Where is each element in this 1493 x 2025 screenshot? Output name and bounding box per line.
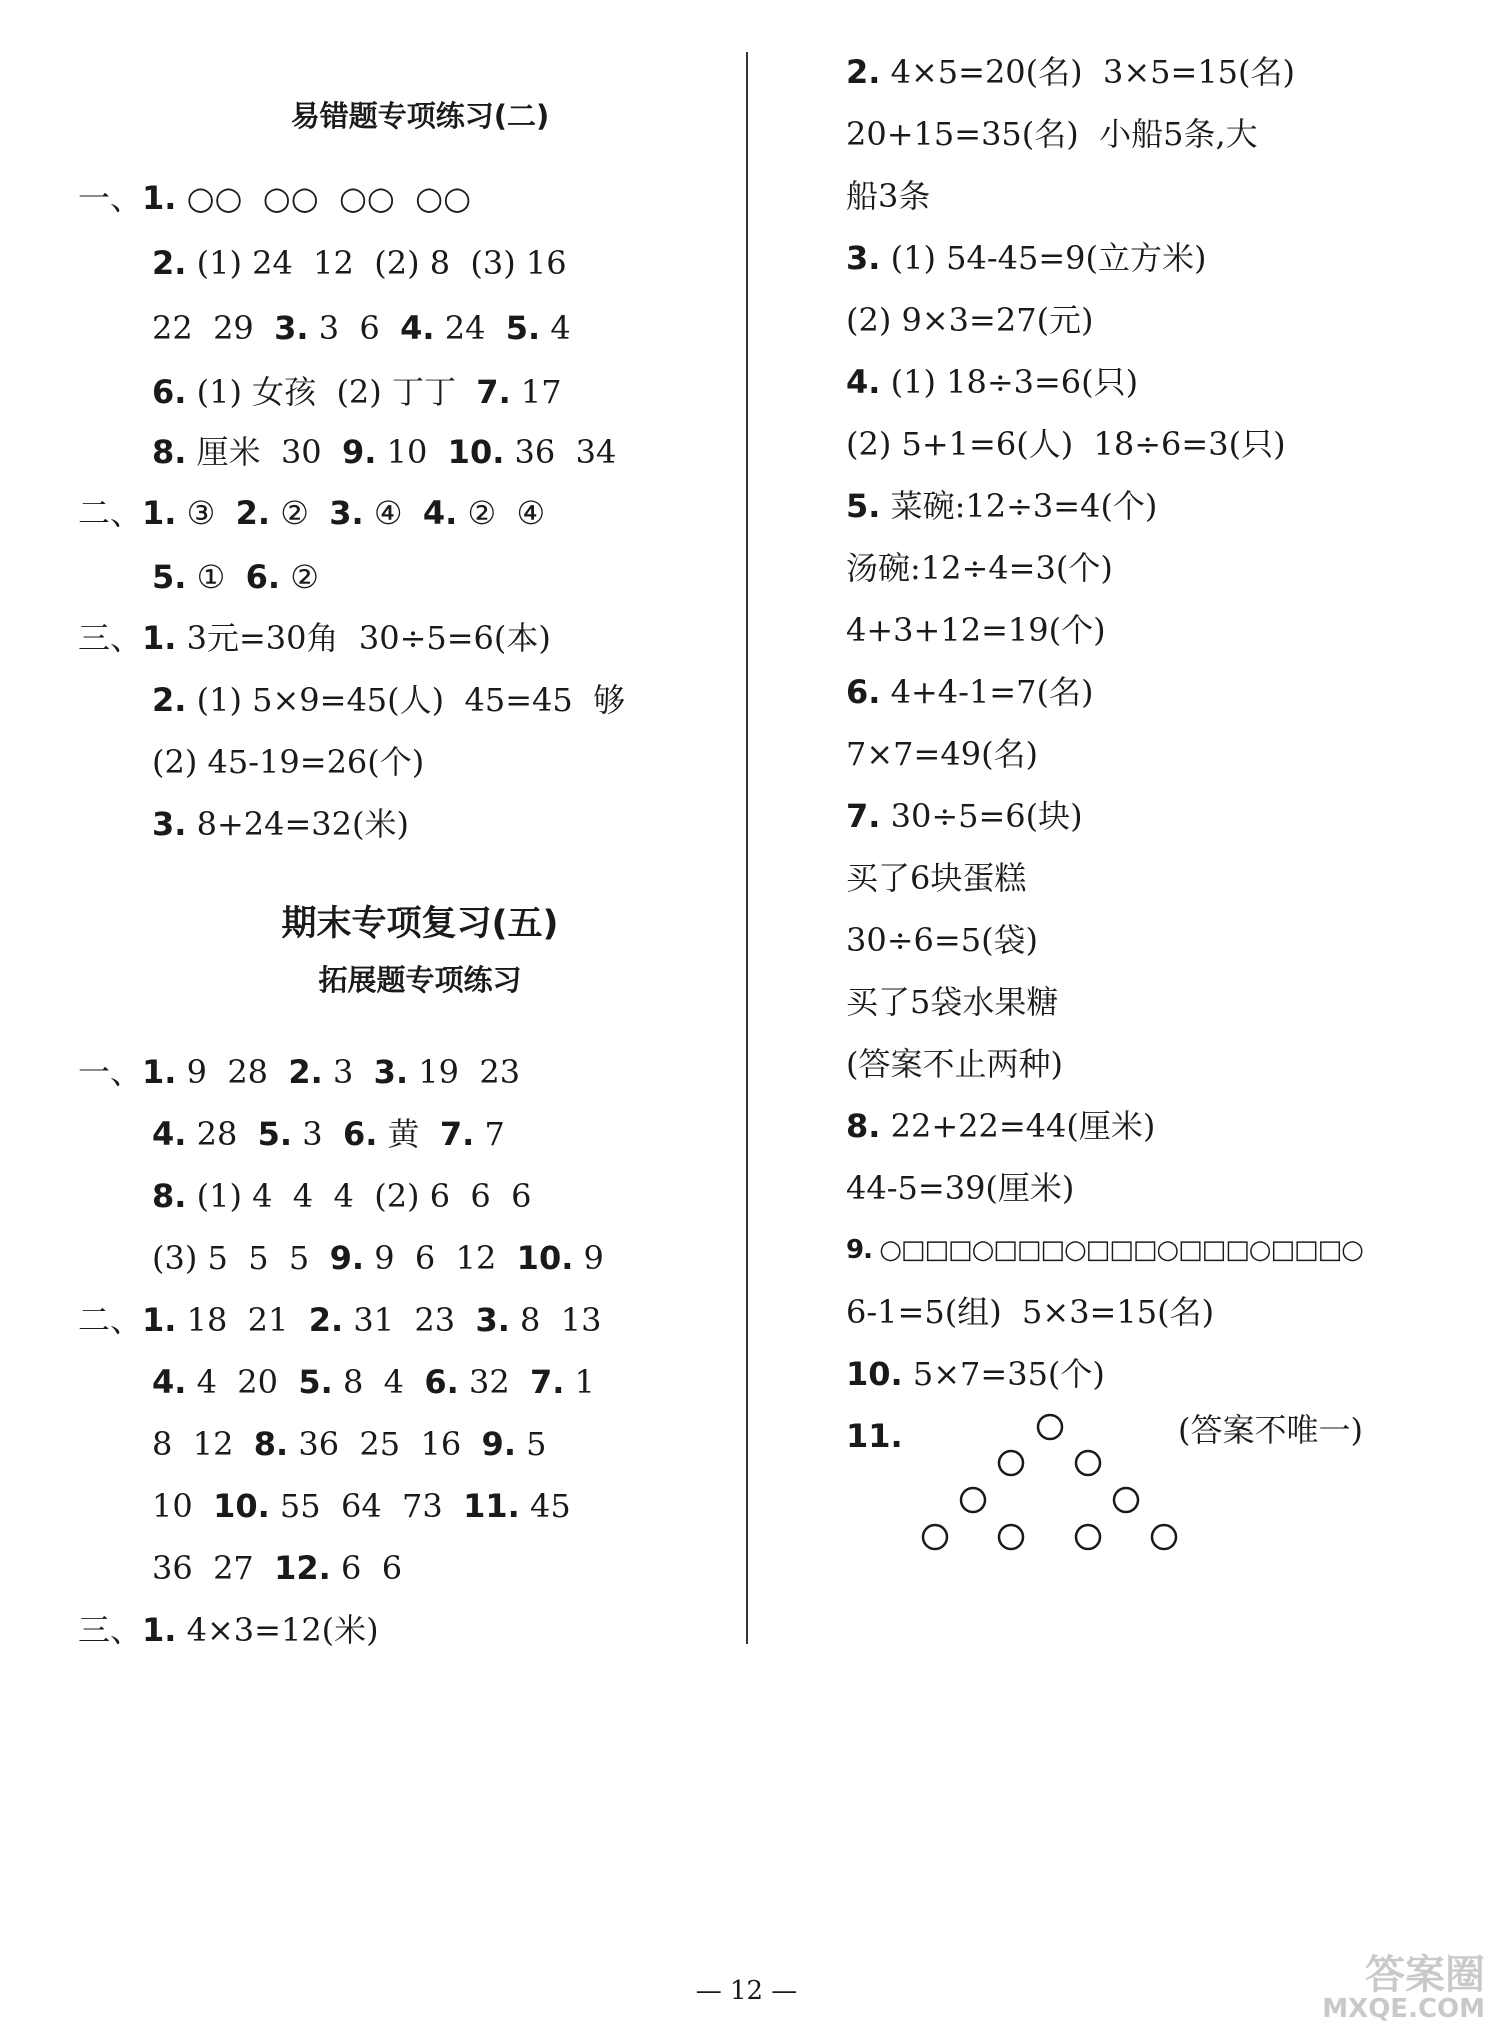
answer-line: 一、1. 9 28 2. 3 3. 19 23 <box>78 1053 521 1091</box>
answer-line: 汤碗:12÷4=3(个) <box>846 549 1113 587</box>
circle-icon <box>1152 1525 1176 1549</box>
answer-line: (2) 5+1=6(人) 18÷6=3(只) <box>846 425 1286 463</box>
answer-line: 10 10. 55 64 73 11. 45 <box>152 1487 571 1525</box>
answer-line: 2. (1) 24 12 (2) 8 (3) 16 <box>152 244 567 282</box>
answer-line: 6. 4+4-1=7(名) <box>846 673 1094 711</box>
answer-line: 36 27 12. 6 6 <box>152 1549 403 1587</box>
answer-line: 买了6块蛋糕 <box>846 859 1027 897</box>
answer-line: 买了5袋水果糖 <box>846 983 1059 1021</box>
answer-line: 8. 厘米 30 9. 10 10. 36 34 <box>152 433 617 471</box>
answer-line: 8. (1) 4 4 4 (2) 6 6 6 <box>152 1177 532 1215</box>
circle-icon <box>961 1488 985 1512</box>
page-number: — 12 — <box>695 1976 798 2006</box>
section-title-final-review: 期末专项复习(五) <box>281 904 559 944</box>
answer-line: (2) 45-19=26(个) <box>152 743 425 781</box>
circle-icon <box>999 1525 1023 1549</box>
watermark-text: 答案圈 <box>1365 1952 1485 1998</box>
section-title-error-prone: 易错题专项练习(二) <box>290 99 550 133</box>
circle-icon <box>923 1525 947 1549</box>
answer-line: 5. 菜碗:12÷3=4(个) <box>846 487 1158 525</box>
answer-line: 6-1=5(组) 5×3=15(名) <box>846 1293 1215 1331</box>
answer-line: 9. ○□□□○□□□○□□□○□□□○□□□○ <box>846 1235 1363 1265</box>
answer-line: 30÷6=5(袋) <box>846 921 1039 959</box>
answer-line: 5. ① 6. ② <box>152 558 319 596</box>
answer-line: 4. (1) 18÷3=6(只) <box>846 363 1139 401</box>
watermark-logo <box>1322 1952 1485 2024</box>
answer-line: (2) 9×3=27(元) <box>846 301 1094 339</box>
answer-line: 10. 5×7=35(个) <box>846 1355 1105 1393</box>
column-divider <box>746 52 748 1644</box>
answer-line: 一、1. ○○ ○○ ○○ ○○ <box>78 179 472 217</box>
answer-line: 2. 4×5=20(名) 3×5=15(名) <box>846 53 1296 91</box>
answer-line: 三、1. 3元=30角 30÷5=6(本) <box>78 619 551 657</box>
answer-line: 4. 4 20 5. 8 4 6. 32 7. 1 <box>152 1363 595 1401</box>
answer-line: 二、1. 18 21 2. 31 23 3. 8 13 <box>78 1301 602 1339</box>
answer-line: 8 12 8. 36 25 16 9. 5 <box>152 1425 547 1463</box>
answer-line: 3. 8+24=32(米) <box>152 805 409 843</box>
answer-line: 7×7=49(名) <box>846 735 1039 773</box>
circle-icon <box>1076 1525 1100 1549</box>
answer-note: (答案不唯一) <box>1178 1411 1363 1449</box>
answer-line: 7. 30÷5=6(块) <box>846 797 1083 835</box>
answer-line: 4. 28 5. 3 6. 黄 7. 7 <box>152 1115 505 1153</box>
answer-line: (答案不止两种) <box>846 1045 1063 1083</box>
answer-line: 6. (1) 女孩 (2) 丁丁 7. 17 <box>152 373 562 411</box>
answer-line: (3) 5 5 5 9. 9 6 12 10. 9 <box>152 1239 604 1277</box>
answer-line: 11. <box>846 1417 903 1455</box>
answer-line: 2. (1) 5×9=45(人) 45=45 够 <box>152 681 626 719</box>
answer-line: 三、1. 4×3=12(米) <box>78 1611 379 1649</box>
circle-icon <box>1038 1415 1062 1439</box>
circle-triangle-figure <box>910 1405 1190 1555</box>
circle-icon <box>1114 1488 1138 1512</box>
watermark-url: MXQE.COM <box>1322 1994 1485 2024</box>
circle-icon <box>1076 1451 1100 1475</box>
answer-line: 二、1. ③ 2. ② 3. ④ 4. ② ④ <box>78 494 546 532</box>
answer-line: 22 29 3. 3 6 4. 24 5. 4 <box>152 309 571 347</box>
answer-line: 4+3+12=19(个) <box>846 611 1106 649</box>
answer-line: 20+15=35(名) 小船5条,大 <box>846 115 1258 153</box>
circle-icon <box>999 1451 1023 1475</box>
answer-line: 3. (1) 54-45=9(立方米) <box>846 239 1207 277</box>
answer-line: 44-5=39(厘米) <box>846 1169 1075 1207</box>
answer-line: 船3条 <box>846 177 931 215</box>
section-title-extension: 拓展题专项练习 <box>318 963 522 997</box>
answer-line: 8. 22+22=44(厘米) <box>846 1107 1156 1145</box>
